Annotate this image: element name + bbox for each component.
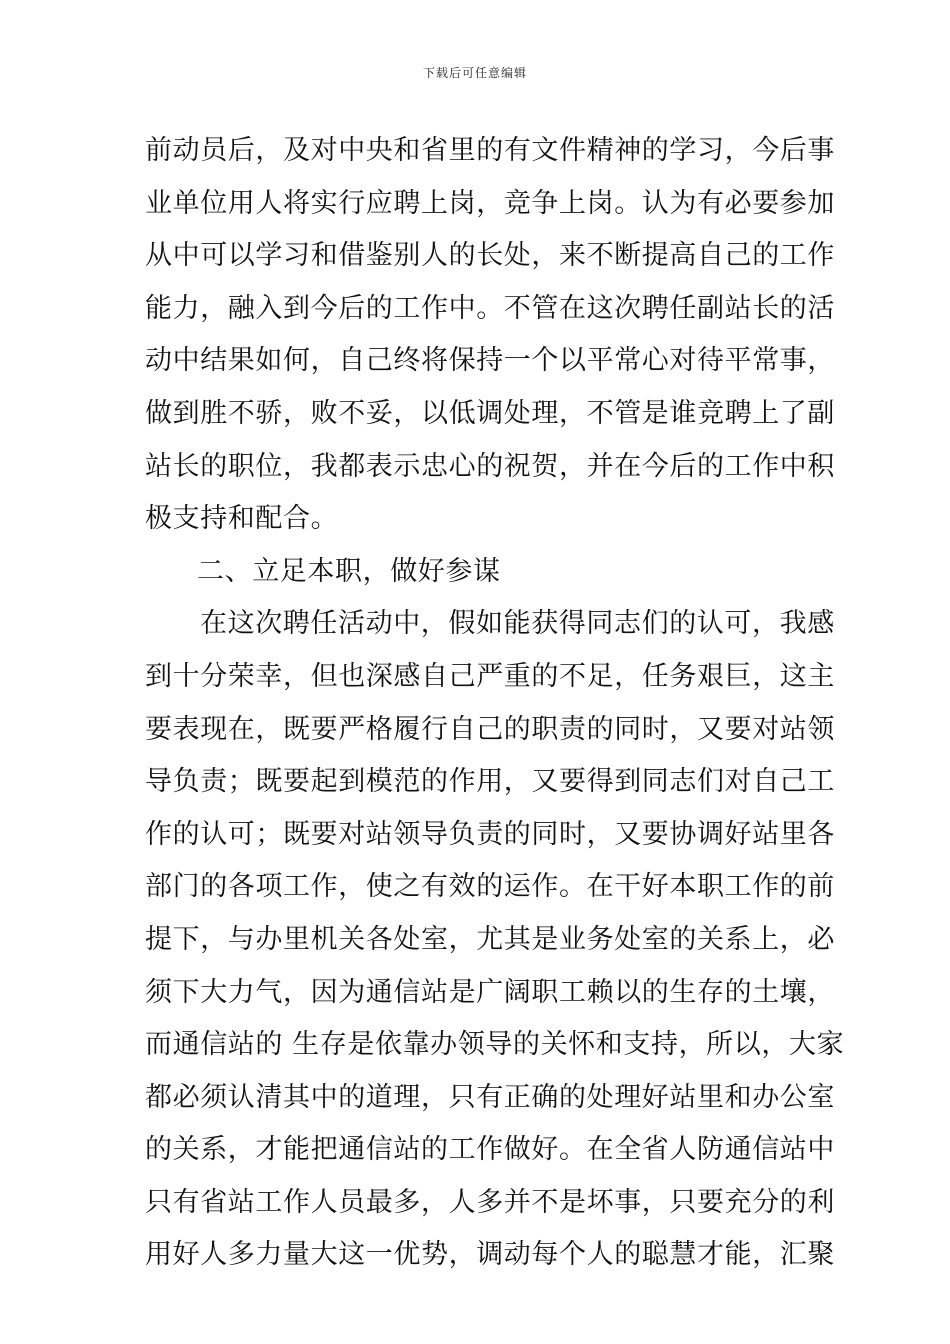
section-heading: 二、立足本职，做好参谋: [197, 555, 501, 587]
text-line: 业单位用人将实行应聘上岗，竞争上岗。认为有必要参加: [145, 187, 835, 219]
text-line: 到十分荣幸，但也深感自己严重的不足，任务艰巨，这主: [145, 660, 835, 692]
text-line: 而通信站的 生存是依靠办领导的关怀和支持，所以，大家: [145, 1029, 845, 1061]
text-line: 站长的职位，我都表示忠心的祝贺，并在今后的工作中积: [145, 450, 835, 482]
text-line: 的关系，才能把通信站的工作做好。在全省人防通信站中: [145, 1134, 835, 1166]
text-line: 能力，融入到今后的工作中。不管在这次聘任副站长的活: [145, 292, 835, 324]
text-line: 只有省站工作人员最多，人多并不是坏事，只要充分的利: [145, 1186, 835, 1218]
text-line: 做到胜不骄，败不妥，以低调处理，不管是谁竞聘上了副: [145, 397, 835, 429]
text-line: 导负责；既要起到模范的作用，又要得到同志们对自己工: [145, 766, 835, 798]
text-line: 部门的各项工作，使之有效的运作。在干好本职工作的前: [145, 871, 835, 903]
text-line: 前动员后，及对中央和省里的有文件精神的学习，今后事: [145, 135, 835, 166]
text-line: 要表现在，既要严格履行自己的职责的同时，又要对站领: [145, 713, 835, 745]
text-line: 从中可以学习和借鉴别人的长处，来不断提高自己的工作: [145, 240, 835, 272]
text-line: 在这次聘任活动中，假如能获得同志们的认可，我感: [200, 608, 835, 640]
text-line: 提下，与办里机关各处室，尤其是业务处室的关系上，必: [145, 923, 835, 955]
document-body: [145, 125, 845, 1282]
text-line: 用好人多力量大这一优势，调动每个人的聪慧才能，汇聚: [145, 1239, 835, 1271]
text-line: 极支持和配合。: [145, 503, 339, 535]
text-line: 都必须认清其中的道理，只有正确的处理好站里和办公室: [145, 1081, 835, 1113]
page-header: 下载后可任意编辑: [422, 66, 527, 80]
text-line: 动中结果如何，自己终将保持一个以平常心对待平常事，: [145, 345, 835, 377]
text-line: 须下大力气，因为通信站是广阔职工赖以的生存的土壤，: [145, 976, 835, 1008]
text-line: 作的认可；既要对站领导负责的同时，又要协调好站里各: [145, 818, 835, 850]
